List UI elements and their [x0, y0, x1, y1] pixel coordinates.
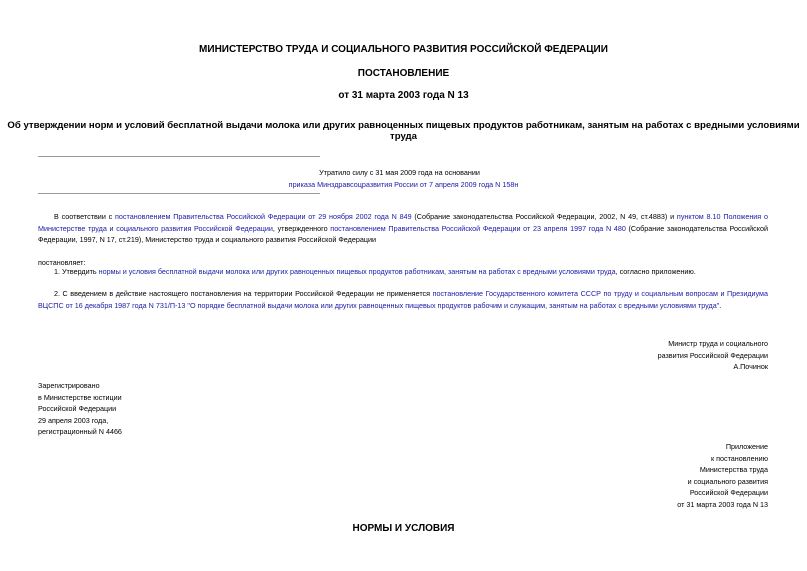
annulment-notice [0, 167, 807, 179]
registration-line1: Зарегистрировано [38, 381, 100, 390]
link-government-decree-849[interactable]: постановлением Правительства Российской Федерации от 29 ноября 2002 года N 849 [115, 212, 412, 221]
link-ussr-decree-731[interactable]: постановление Государственного комитета СССР по труду и социальным вопросам и Президиума ВЦСПС от 16 декабря 1987 года N 731/П-13 "О порядке бесплатной выдачи молока или других равноценных пищевых продуктов рабочим и служащим, занятым на работах с вредными условиями труда" [38, 289, 768, 310]
ministry-heading: МИНИСТЕРСТВО ТРУДА И СОЦИАЛЬНОГО РАЗВИТИЯ РОССИЙСКОЙ ФЕДЕРАЦИИ [199, 44, 608, 55]
appendix-line3: Министерства труда [699, 465, 768, 474]
p1-text-a: В соответствии с [54, 212, 116, 221]
link-norms-and-conditions[interactable]: нормы и условия бесплатной выдачи молока или других равноценных пищевых продуктов работникам, занятым на работах с вредными условиями труда [98, 267, 616, 276]
document-title-line1: Об утверждении норм и условий бесплатной выдачи молока или других равноценных пищевых продуктов работникам, занятым на работах с вредными условиями [7, 120, 800, 131]
p2-text-b: , согласно приложению. [615, 267, 696, 276]
p3-text-b: . [719, 300, 722, 310]
appendix-line4: и социального развития [687, 476, 768, 486]
registration-line4: 29 апреля 2003 года, [38, 415, 109, 425]
p1-text-b: (Собрание законодательства Российской Федерации, 2002, N 49, ст.4883) и [411, 212, 677, 221]
decree-word: постановляет: [38, 258, 86, 267]
signature-line2: развития Российской Федерации [657, 350, 768, 360]
document-date-number: от 31 марта 2003 года N 13 [338, 90, 469, 101]
link-regulation-8-10[interactable]: пунктом 8.10 Положения о Министерстве труда и социального развития Российской Федерации [38, 212, 768, 233]
signature-block [500, 338, 768, 373]
p3-text-a: 2. С введением в действие настоящего постановления на территории Российской Федерации не применяется [54, 289, 433, 298]
divider-top [38, 156, 320, 157]
annulment-link-row [0, 179, 807, 191]
paragraph-item-2 [38, 288, 768, 311]
document-title-line2: труда [390, 131, 417, 142]
signature-name: А.Починок [733, 362, 768, 371]
appendix-line5: Российской Федерации [689, 488, 768, 497]
registration-line5: регистрационный N 4466 [38, 427, 122, 436]
appendix-line2: к постановлению [710, 453, 768, 463]
p1-text-d: (Собрание законодательства Российской Федерации, 1997, N 17, ст.219), Министерство труда и социального развития Российской Федерации [38, 223, 768, 244]
signature-line1: Министр труда и социального [668, 339, 768, 348]
registration-line2: в Министерстве юстиции [38, 392, 122, 402]
link-government-decree-480[interactable]: постановлением Правительства Российской Федерации от 23 апреля 1997 года N 480 [330, 223, 626, 233]
norms-heading: НОРМЫ И УСЛОВИЯ [352, 523, 455, 534]
document-type: ПОСТАНОВЛЕНИЕ [357, 68, 450, 79]
registration-block [38, 380, 122, 438]
p2-text-a: 1. Утвердить [54, 267, 99, 276]
paragraph-basis [38, 211, 768, 246]
divider-bottom [38, 193, 320, 194]
appendix-block [500, 441, 768, 510]
annulment-text: Утратило силу с 31 мая 2009 года на основании [319, 168, 480, 177]
appendix-line6: от 31 марта 2003 года N 13 [677, 499, 768, 509]
registration-line3: Российской Федерации [38, 404, 117, 413]
appendix-line1: Приложение [725, 442, 768, 451]
paragraph-item-1 [38, 266, 768, 278]
p1-text-c: , утвержденного [272, 223, 331, 233]
annulment-order-link[interactable]: приказа Минздравсоцразвития России от 7 апреля 2009 года N 158н [288, 180, 519, 189]
